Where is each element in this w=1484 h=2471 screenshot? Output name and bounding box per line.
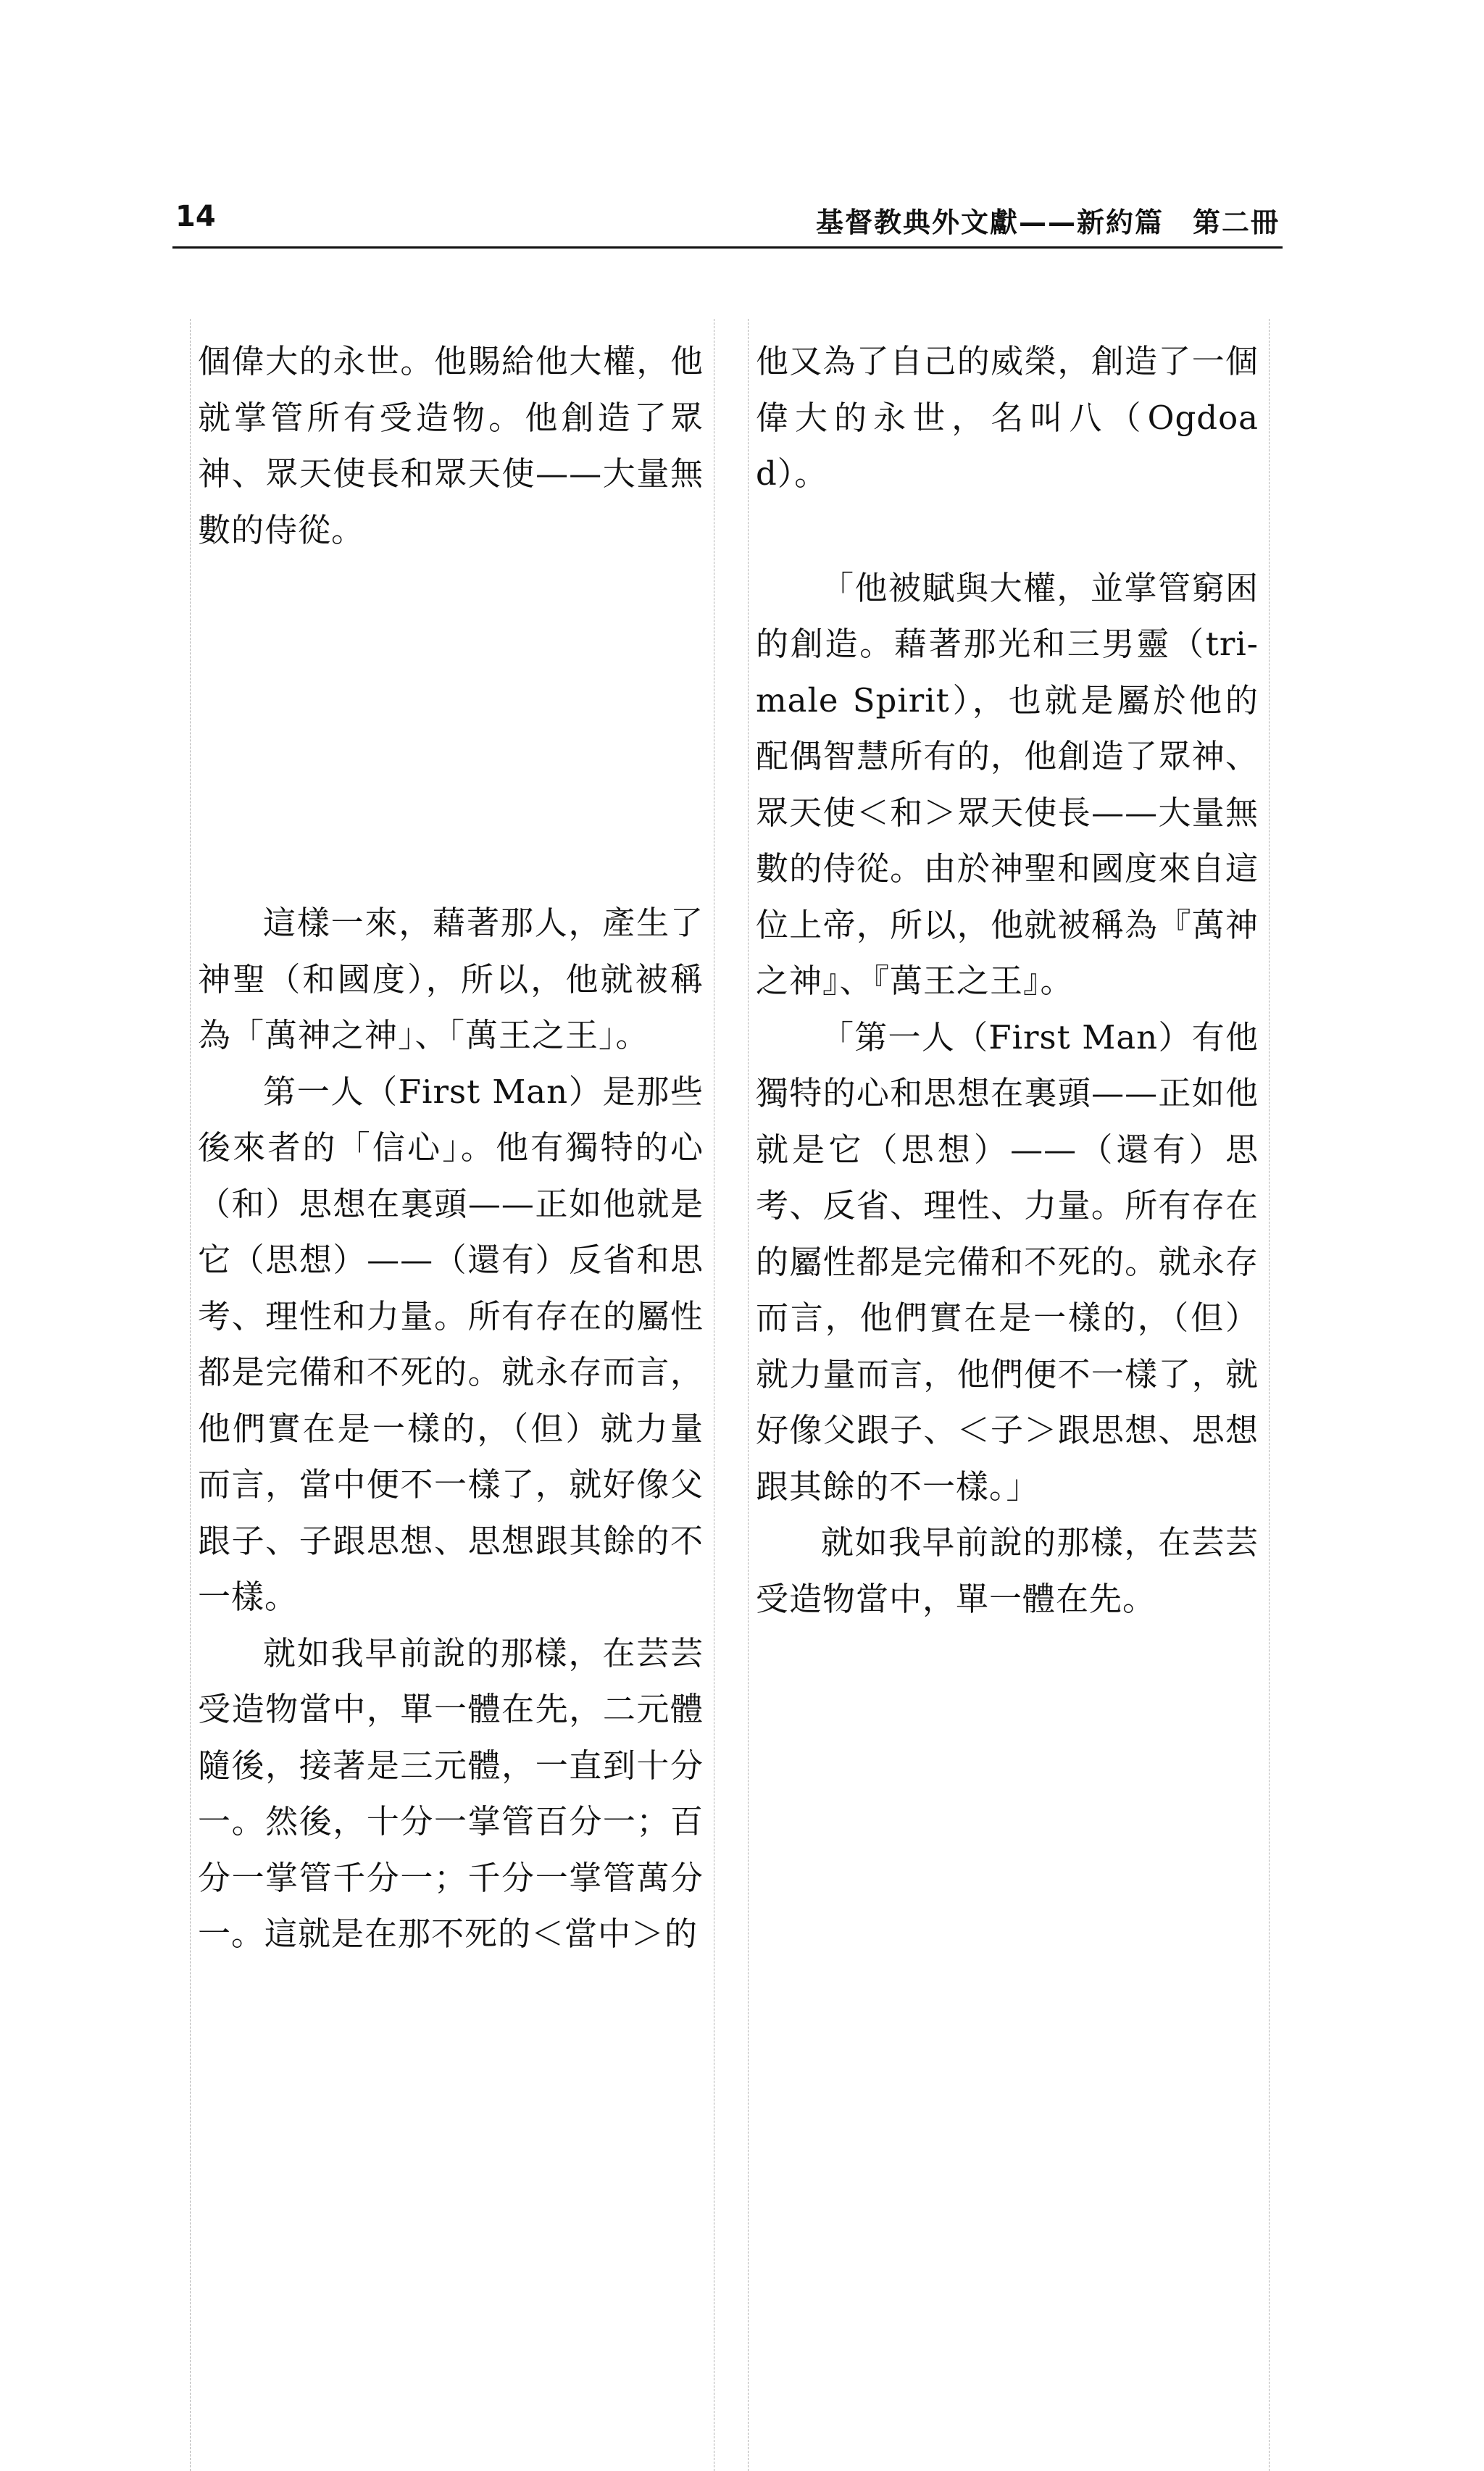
left-paragraph-3: 第一人（First Man）是那些後來者的「信心」。他有獨特的心（和）思想在裏頭——正如他就是它（思想）——（還有）反省和思考、理性和力量。所有存在的屬性都是完備和不死的。就永存而言，他們實在是一樣的，（但）就力量而言，當中便不一樣了，就好像父跟子、子跟思想、思想跟其餘的不一樣。 — [198, 1072, 704, 1616]
left-paragraph-2: 這樣一來，藉著那人，產生了神聖（和國度），所以，他就被稱為「萬神之神」、「萬王之王」。 — [198, 904, 704, 1054]
right-column — [748, 319, 1270, 2471]
right-paragraph-1: 他又為了自己的威榮，創造了一個偉大的永世，名叫八（Ogdoad）。 — [756, 342, 1259, 493]
left-paragraph-1: 個偉大的永世。他賜給他大權，他就掌管所有受造物。他創造了眾神、眾天使長和眾天使——大量無數的侍從。 — [198, 342, 704, 549]
left-gap — [198, 558, 704, 895]
right-paragraph-4: 就如我早前說的那樣，在芸芸受造物當中，單一體在先。 — [756, 1523, 1259, 1618]
right-paragraph-3: 「第一人（First Man）有他獨特的心和思想在裏頭——正如他就是它（思想）——（還有）思考、反省、理性、力量。所有存在的屬性都是完備和不死的。就永存而言，他們實在是一樣的，（但）就力量而言，他們便不一樣了，就好像父跟子、＜子＞跟思想、思想跟其餘的不一樣。」 — [756, 1017, 1259, 1506]
page-header — [172, 196, 1283, 249]
left-column — [190, 319, 714, 2471]
left-paragraph-4: 就如我早前說的那樣，在芸芸受造物當中，單一體在先，二元體隨後，接著是三元體，一直到十分一。然後，十分一掌管百分一；百分一掌管千分一；千分一掌管萬分一。這就是在那不死的＜當中＞的 — [198, 1633, 704, 1953]
running-title: 基督教典外文獻——新約篇 第二冊 — [815, 207, 1280, 238]
right-paragraph-2: 「他被賦與大權，並掌管窮困的創造。藉著那光和三男靈（tri-male Spirit），也就是屬於他的配偶智慧所有的，他創造了眾神、眾天使＜和＞眾天使長——大量無數的侍從。由於神聖和國度來自這位上帝，所以，他就被稱為『萬神之神』、『萬王之王』。 — [756, 568, 1259, 1000]
page-number: 14 — [175, 200, 216, 233]
right-gap — [756, 502, 1259, 560]
